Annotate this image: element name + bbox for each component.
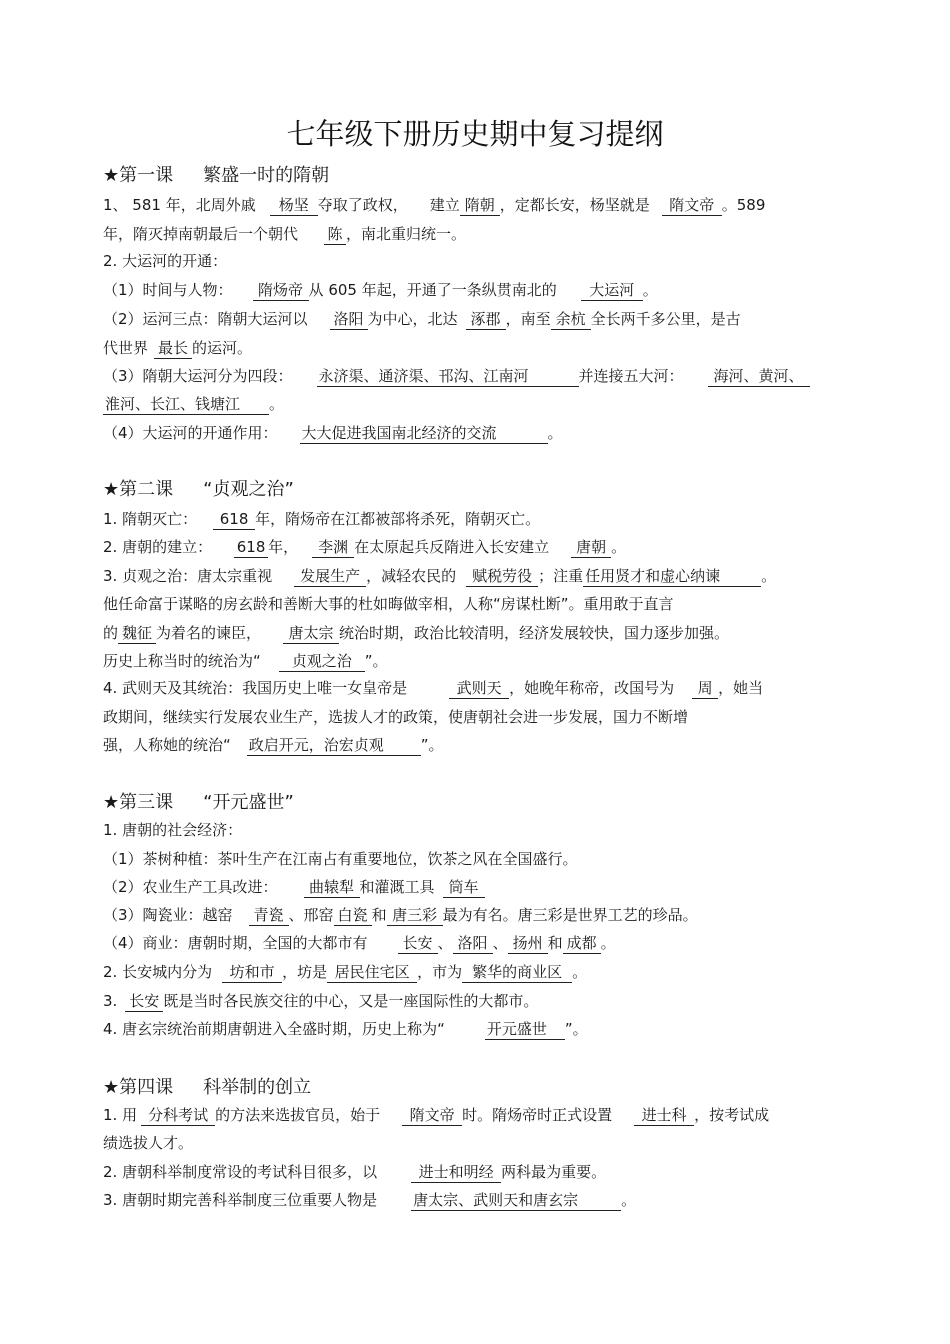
text-span: 年，隋灭掉南朝最后一个朝代 [103, 225, 299, 243]
answer-blank: 魏征 [118, 624, 156, 644]
text-span: 的方法来选拔官员，始于 [215, 1106, 381, 1124]
text-span: ”。 [564, 1020, 588, 1038]
paragraph-line [103, 1189, 636, 1211]
answer-blank: 分科考试 [141, 1106, 215, 1126]
lesson-title: 科举制的创立 [203, 1077, 312, 1098]
answer-blank: 余杭 [551, 310, 591, 330]
text-span: 。 [761, 567, 777, 585]
text-span: 夺取了政权， [317, 196, 408, 214]
answer-blank: 隋朝 [460, 196, 500, 216]
text-span: 。 [547, 424, 563, 442]
lesson-title: 繁盛一时的隋朝 [203, 165, 330, 186]
answer-blank: 筒车 [443, 878, 485, 898]
answer-blank: 赋税劳役 [466, 567, 538, 587]
answer-blank: 唐朝 [571, 538, 611, 558]
answer-blank: 杨坚 [270, 196, 318, 216]
answer-blank: 进士科 [634, 1106, 694, 1126]
answer-blank: 扬州 [508, 934, 548, 954]
paragraph-line [103, 622, 729, 644]
text-span: 在太原起兵反隋进入长安建立 [354, 538, 550, 556]
text-span: 3. [103, 992, 118, 1010]
text-span: 的 [103, 624, 119, 642]
lesson-number: 第二课 [119, 479, 174, 500]
paragraph-line [103, 422, 563, 444]
text-span: （2）运河三点：隋朝大运河以 [103, 310, 308, 328]
answer-blank: 洛阳 [330, 310, 368, 330]
answer-blank: 长安 [125, 992, 163, 1012]
answer-blank: 最长 [154, 339, 192, 359]
text-span: ，她当 [718, 679, 764, 697]
text-span: ，坊是 [282, 963, 328, 981]
lesson-3-heading [103, 790, 294, 816]
text-span: 和 [547, 934, 563, 952]
text-span: 从 605 年起，开通了一条纵贯南北的 [308, 281, 557, 299]
text-span: ，南至 [505, 310, 551, 328]
paragraph-line [103, 734, 444, 756]
paragraph-line [103, 393, 284, 415]
text-span: 两科最为重要。 [501, 1163, 607, 1181]
answer-blank: 大大促进我国南北经济的交流 [300, 424, 548, 444]
text-span: 4. 武则天及其统治：我国历史上唯一女皇帝是 [103, 679, 408, 697]
paragraph-line: 他任命富于谋略的房玄龄和善断大事的杜如晦做宰相，人称“房谋杜断”。重用敢于直言 [103, 595, 674, 613]
text-span: 2. 唐朝的建立： [103, 538, 213, 556]
text-span: （4）商业：唐朝时期，全国的大都市有 [103, 934, 368, 952]
text-span: 1. 用 [103, 1106, 138, 1124]
text-span: 年，隋炀帝在江都被部将杀死，隋朝灭亡。 [255, 510, 541, 528]
text-span: （2）农业生产工具改进： [103, 878, 278, 896]
text-span: ，按考试成 [694, 1106, 770, 1124]
answer-blank: 永济渠、通济渠、邗沟、江南河 [317, 367, 579, 387]
star-icon: ★ [103, 792, 120, 813]
text-span: 强，人称她的统治“ [103, 736, 231, 754]
text-span: 。 [600, 934, 616, 952]
text-span: ，市为 [417, 963, 463, 981]
answer-blank: 开元盛世 [485, 1020, 565, 1040]
answer-blank: 白瓷 [334, 906, 372, 926]
text-span: 的运河。 [192, 339, 253, 357]
paragraph-line [103, 308, 741, 330]
lesson-2-heading [103, 477, 294, 503]
answer-blank: 大运河 [581, 281, 643, 301]
text-span: 年， [268, 538, 299, 556]
text-span: 、 [492, 934, 508, 952]
text-span: 2. 长安城内分为 [103, 963, 213, 981]
answer-blank: 曲辕犁 [304, 878, 360, 898]
paragraph-line [103, 990, 538, 1012]
answer-blank: 洛阳 [453, 934, 493, 954]
text-span: 。 [642, 281, 658, 299]
text-span: 既是当时各民族交往的中心，又是一座国际性的大都市。 [163, 992, 539, 1010]
text-span: （1）时间与人物： [103, 281, 233, 299]
paragraph-line [103, 337, 252, 359]
text-span: 和灌溉工具 [359, 878, 435, 896]
answer-blank: 隋文帝 [662, 196, 722, 216]
lesson-1-heading [103, 163, 329, 189]
paragraph-line [103, 1104, 769, 1126]
text-span: 时。隋炀帝时正式设置 [462, 1106, 613, 1124]
text-span: 。 [269, 395, 285, 413]
text-span: ，减轻农民的 [366, 567, 457, 585]
answer-blank: 淮河、长江、钱塘江 [103, 395, 269, 415]
text-span: 、邢窑 [288, 906, 334, 924]
paragraph-line [103, 565, 776, 587]
text-span: ，南北重归统一。 [346, 225, 467, 243]
answer-blank: 繁华的商业区 [462, 963, 572, 983]
paragraph-line [103, 194, 765, 216]
answer-blank: 隋文帝 [402, 1106, 462, 1126]
answer-blank: 周 [692, 679, 718, 699]
text-span: ”。 [364, 652, 388, 670]
answer-blank: 武则天 [449, 679, 509, 699]
text-span: 2. 唐朝科举制度常设的考试科目很多，以 [103, 1163, 378, 1181]
lesson-4-heading [103, 1075, 311, 1101]
text-span: 。 [611, 538, 627, 556]
answer-blank: 618 [234, 538, 268, 558]
paragraph-line: （1）茶树种植：茶叶生产在江南占有重要地位，饮茶之风在全国盛行。 [103, 850, 578, 868]
text-span: 历史上称当时的统治为“ [103, 652, 261, 670]
text-span: 全长两千多公里，是古 [590, 310, 741, 328]
paragraph-line [103, 677, 763, 699]
answer-blank: 李渊 [312, 538, 354, 558]
paragraph-line [103, 650, 388, 672]
lesson-number: 第四课 [119, 1077, 174, 1098]
star-icon: ★ [103, 479, 120, 500]
text-span: 1. 隋朝灭亡： [103, 510, 198, 528]
answer-blank: 陈 [324, 225, 346, 245]
text-span: 统治时期，政治比较清明，经济发展较快，国力逐步加强。 [339, 624, 730, 642]
text-span: 。 [621, 1191, 637, 1209]
paragraph-line [103, 508, 540, 530]
lesson-title: “开元盛世” [203, 792, 294, 813]
text-span: 。589 [721, 196, 766, 214]
text-span: 3. 唐朝时期完善科举制度三位重要人物是 [103, 1191, 378, 1209]
answer-blank: 唐三彩 [387, 906, 443, 926]
text-span: （4）大运河的开通作用： [103, 424, 278, 442]
lesson-title: “贞观之治” [203, 479, 294, 500]
text-span: 并连接五大河： [578, 367, 684, 385]
answer-blank: 坊和市 [222, 963, 282, 983]
text-span: 1、 581 年，北周外戚 [103, 196, 256, 214]
paragraph-line [103, 932, 616, 954]
star-icon: ★ [103, 165, 120, 186]
answer-blank: 唐太宗 [283, 624, 339, 644]
lesson-number: 第三课 [119, 792, 174, 813]
text-span: ，她晚年称帝，改国号为 [509, 679, 675, 697]
text-span: 为着名的谏臣， [156, 624, 262, 642]
answer-blank: 贞观之治 [279, 652, 365, 672]
text-span: （3）陶瓷业：越窑 [103, 906, 233, 924]
paragraph-line [103, 1161, 606, 1183]
answer-blank: 任用贤才和虚心纳谏 [583, 567, 761, 587]
paragraph-line: 2. 大运河的开通： [103, 252, 228, 270]
text-span: 建立 [429, 196, 460, 214]
lesson-number: 第一课 [119, 165, 174, 186]
answer-blank: 涿郡 [466, 310, 506, 330]
text-span: （3）隋朝大运河分为四段： [103, 367, 293, 385]
paragraph-line [103, 365, 810, 387]
text-span: ”。 [420, 736, 444, 754]
answer-blank: 政启开元，治宏贞观 [247, 736, 421, 756]
paragraph-line [103, 223, 466, 245]
star-icon: ★ [103, 1077, 120, 1098]
text-span: 3. 贞观之治：唐太宗重视 [103, 567, 273, 585]
text-span: ，定都长安，杨坚就是 [499, 196, 650, 214]
paragraph-line [103, 904, 698, 926]
answer-blank: 618 [213, 510, 255, 530]
text-span: 4. 唐玄宗统治前期唐朝进入全盛时期，历史上称为“ [103, 1020, 445, 1038]
paragraph-line: 1. 唐朝的社会经济： [103, 821, 243, 839]
answer-blank: 唐太宗、武则天和唐玄宗 [411, 1191, 621, 1211]
paragraph-line: 绩选拔人才。 [103, 1134, 194, 1152]
text-span: 最为有名。唐三彩是世界工艺的珍品。 [442, 906, 698, 924]
paragraph-line [103, 536, 626, 558]
paragraph-line [103, 1018, 588, 1040]
answer-blank: 发展生产 [294, 567, 366, 587]
paragraph-line [103, 279, 658, 301]
text-span: ；注重 [538, 567, 584, 585]
paragraph-line: 政期间，继续实行发展农业生产，选拔人才的政策，使唐朝社会进一步发展，国力不断增 [103, 708, 689, 726]
text-span: 代世界 [103, 339, 149, 357]
answer-blank: 成都 [563, 934, 601, 954]
text-span: 。 [572, 963, 588, 981]
answer-blank: 长安 [398, 934, 438, 954]
paragraph-line [103, 961, 587, 983]
text-span: 为中心，北达 [367, 310, 458, 328]
answer-blank: 隋炀帝 [253, 281, 309, 301]
page-title: 七年级下册历史期中复习提纲 [286, 117, 664, 151]
text-span: 、 [437, 934, 453, 952]
answer-blank: 进士和明经 [411, 1163, 501, 1183]
paragraph-line [103, 876, 485, 898]
answer-blank: 居民住宅区 [327, 963, 417, 983]
text-span: 和 [371, 906, 387, 924]
answer-blank: 海河、黄河、 [708, 367, 810, 387]
answer-blank: 青瓷 [249, 906, 289, 926]
